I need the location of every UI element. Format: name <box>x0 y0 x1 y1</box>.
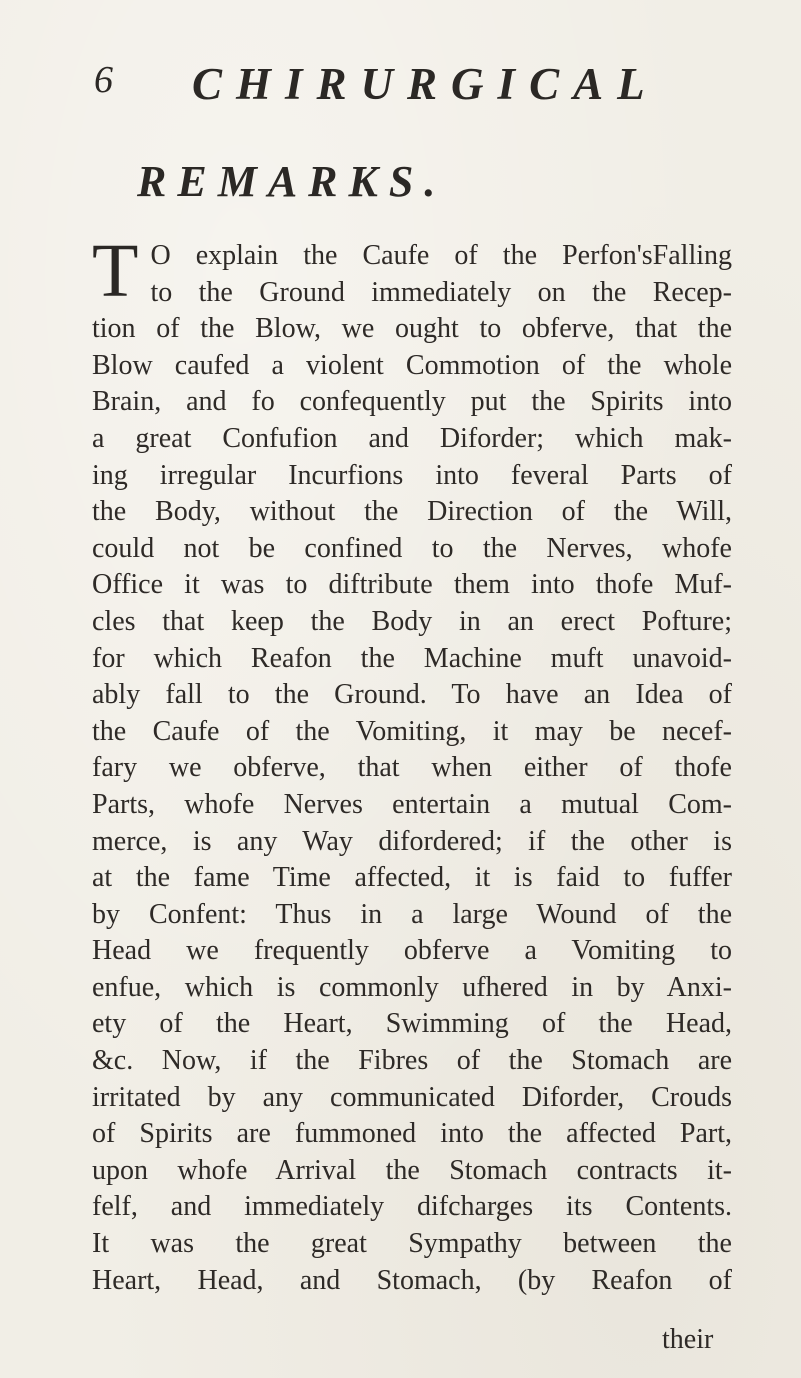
text-line: Parts, whofe Nerves entertain a mutual Com- <box>92 788 732 820</box>
text-line: ety of the Heart, Swimming of the Head, <box>92 1008 732 1040</box>
text-line: tion of the Blow, we ought to obferve, that the <box>92 313 732 345</box>
text-line: Office it was to diftribute them into thofe Muf- <box>92 569 732 601</box>
text-line: the Body, without the Direction of the Will, <box>92 496 732 528</box>
text-line: It was the great Sympathy between the <box>92 1228 732 1260</box>
text-line: for which Reafon the Machine muft unavoid- <box>92 642 732 674</box>
text-line: irritated by any communicated Diforder, Crouds <box>92 1081 732 1113</box>
text-line: of Spirits are fummoned into the affected Part, <box>92 1118 732 1150</box>
text-line: upon whofe Arrival the Stomach contracts it- <box>92 1154 732 1186</box>
text-line: cles that keep the Body in an erect Pofture; <box>92 605 732 637</box>
page-number: 6 <box>94 59 113 101</box>
text-line: fary we obferve, that when either of thofe <box>92 752 732 784</box>
text-line: by Confent: Thus in a large Wound of the <box>92 898 732 930</box>
text-line: O explain the Caufe of the Perfon'sFalling <box>150 240 732 271</box>
body-text <box>92 229 732 1299</box>
text-line: Heart, Head, and Stomach, (by Reafon of <box>92 1264 732 1296</box>
text-line: to the Ground immediately on the Recep- <box>150 276 732 308</box>
text-line: enfue, which is commonly ufhered in by Anxi- <box>92 971 732 1003</box>
text-line: ably fall to the Ground. To have an Idea of <box>92 679 732 711</box>
text-line: &c. Now, if the Fibres of the Stomach are <box>92 1045 732 1077</box>
text-line: felf, and immediately difcharges its Contents. <box>92 1191 732 1223</box>
text-line: merce, is any Way difordered; if the other is <box>92 825 732 857</box>
text-line: at the fame Time affected, it is faid to fuffer <box>92 862 732 894</box>
running-title: CHIRURGICAL <box>192 59 659 109</box>
text-line: Blow caufed a violent Commotion of the whole <box>92 349 732 381</box>
catchword: their <box>662 1324 714 1355</box>
section-title: REMARKS. <box>137 157 447 206</box>
text-line: Head we frequently obferve a Vomiting to <box>92 935 732 967</box>
text-line: Brain, and fo confequently put the Spirits into <box>92 386 732 418</box>
text-line: a great Confufion and Diforder; which mak- <box>92 422 732 454</box>
text-line: ing irregular Incurfions into feveral Parts of <box>92 459 732 491</box>
drop-cap: T <box>92 229 139 313</box>
text-line: the Caufe of the Vomiting, it may be necef- <box>92 715 732 747</box>
text-line: could not be confined to the Nerves, whofe <box>92 532 732 564</box>
page-header <box>94 58 714 118</box>
